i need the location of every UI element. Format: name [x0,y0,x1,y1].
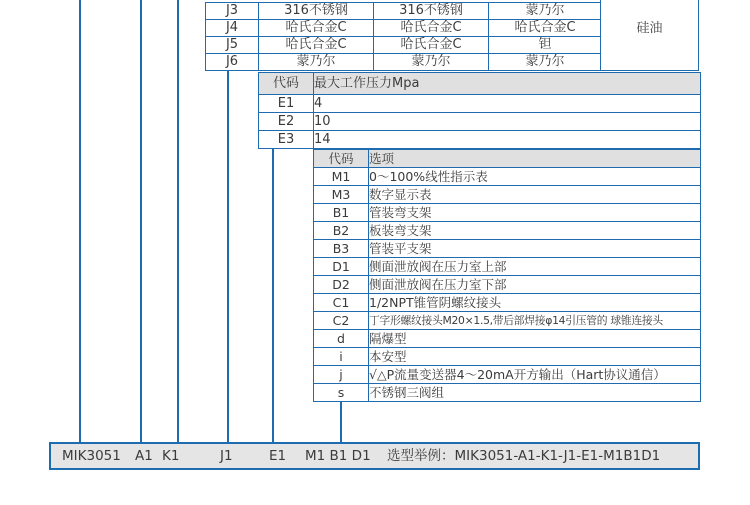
option-code: j [314,366,369,384]
table-row [314,294,701,312]
option-label: 不锈钢三阀组 [369,384,701,402]
material-value: 哈氏合金C [374,20,489,37]
table-row [314,330,701,348]
option-label: 0～100%线性指示表 [369,168,701,186]
material-value: 316不锈钢 [259,3,374,20]
material-value: 哈氏合金C [374,37,489,54]
option-label: 侧面泄放阀在压力室下部 [369,276,701,294]
header-label: 选项 [369,150,701,168]
table-row [259,131,701,149]
table-row [314,204,701,222]
pressure-value: 14 [314,131,701,149]
material-value: 哈氏合金C [489,20,602,37]
header-code: 代码 [259,73,314,95]
option-label: 侧面泄放阀在压力室上部 [369,258,701,276]
connector-line-j1 [227,71,229,443]
table-row [259,113,701,131]
pressure-table [258,72,701,149]
option-label: 1/2NPT锥管阴螺纹接头 [369,294,701,312]
table-row [314,240,701,258]
material-value: 蒙乃尔 [259,54,374,71]
model-code-k1: K1 [162,448,180,464]
material-value: 钽 [489,37,602,54]
table-row [314,258,701,276]
material-code: J4 [206,20,259,37]
option-code: d [314,330,369,348]
option-code: B3 [314,240,369,258]
material-value: 哈氏合金C [259,20,374,37]
option-code: M1 [314,168,369,186]
materials-table [205,2,602,71]
option-label: 管装平支架 [369,240,701,258]
material-value: 蒙乃尔 [489,3,602,20]
pressure-code: E2 [259,113,314,131]
pressure-code: E3 [259,131,314,149]
table-row [314,276,701,294]
options-table [313,149,701,402]
pressure-value: 4 [314,95,701,113]
model-code-a1: A1 [135,448,153,464]
table-row [206,37,602,54]
material-value: 316不锈钢 [374,3,489,20]
table-row [314,312,701,330]
pressure-code: E1 [259,95,314,113]
table-row [314,168,701,186]
option-code: D1 [314,258,369,276]
connector-line-k1 [177,0,179,443]
option-label: 隔爆型 [369,330,701,348]
option-code: B1 [314,204,369,222]
table-row [314,348,701,366]
connector-line-m1 [340,401,342,443]
option-label: 本安型 [369,348,701,366]
table-row [314,366,701,384]
material-value: 哈氏合金C [259,37,374,54]
connector-line-e1 [272,148,274,443]
option-code: M3 [314,186,369,204]
header-code: 代码 [314,150,369,168]
connector-line-mik3051 [79,0,81,443]
options-table-header [314,150,701,168]
table-row [314,186,701,204]
model-code-base: MIK3051 [62,448,121,464]
material-code: J5 [206,37,259,54]
fill-fluid-cell: 硅油 [600,0,699,71]
connector-line-a1 [140,0,142,443]
model-code-options: M1 B1 D1 [305,448,371,464]
material-value: 蒙乃尔 [489,54,602,71]
selection-example: 选型举例：MIK3051-A1-K1-J1-E1-M1B1D1 [387,448,661,464]
table-row [206,20,602,37]
option-code: i [314,348,369,366]
table-row [259,95,701,113]
pressure-table-header [259,73,701,95]
material-code: J3 [206,3,259,20]
model-code-j1: J1 [220,448,233,464]
header-label: 最大工作压力Mpa [314,73,701,95]
option-code: s [314,384,369,402]
option-label: 数字显示表 [369,186,701,204]
option-code: B2 [314,222,369,240]
material-value: 蒙乃尔 [374,54,489,71]
table-row [314,384,701,402]
table-row [206,54,602,71]
table-row [314,222,701,240]
pressure-value: 10 [314,113,701,131]
option-label: 管装弯支架 [369,204,701,222]
model-code-e1: E1 [269,448,287,464]
option-code: C1 [314,294,369,312]
model-code-bar [49,442,700,470]
material-code: J6 [206,54,259,71]
option-label: √△P流量变送器4～20mA开方输出（Hart协议通信） [369,366,701,384]
option-code: C2 [314,312,369,330]
option-label: 丁字形螺纹接头M20×1.5,带后部焊接φ14引压管的 球锥连接头 [369,312,701,330]
option-label: 板装弯支架 [369,222,701,240]
table-row [206,3,602,20]
option-code: D2 [314,276,369,294]
